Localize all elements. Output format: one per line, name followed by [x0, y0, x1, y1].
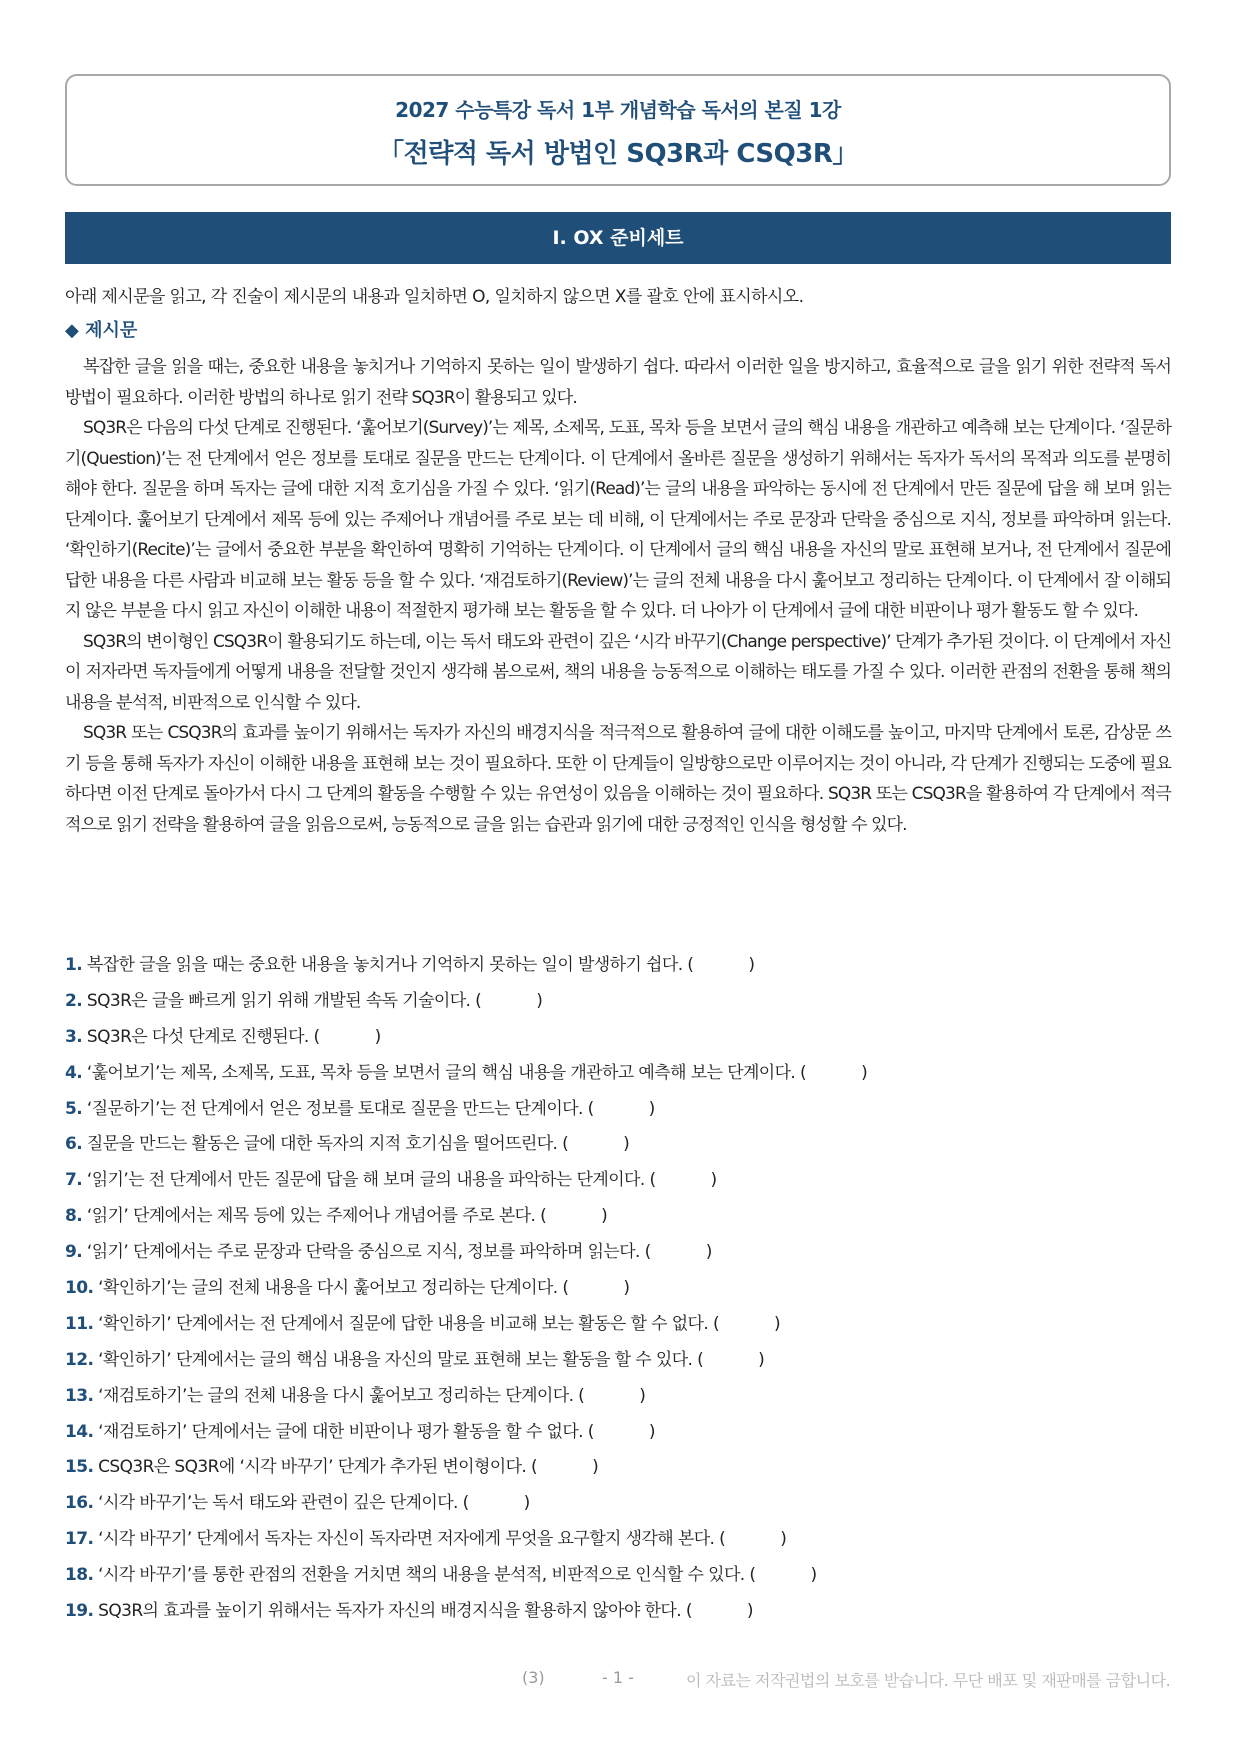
question-close: ) — [536, 990, 543, 1011]
question-item — [65, 1348, 1171, 1384]
question-text: SQ3R은 글을 빠르게 읽기 위해 개발된 속독 기술이다. ( — [86, 990, 482, 1011]
question-close: ) — [746, 1601, 753, 1622]
question-number: 16. — [65, 1493, 94, 1514]
question-text: ‘재검토하기’ 단계에서는 글에 대한 비판이나 평가 활동을 할 수 없다. ( — [98, 1421, 594, 1442]
question-number: 5. — [65, 1098, 83, 1119]
question-close: ) — [648, 1098, 655, 1119]
footer-page-marker: (3) — [522, 1668, 545, 1687]
question-close: ) — [623, 1278, 630, 1299]
question-item — [65, 1204, 1171, 1240]
question-close: ) — [780, 1529, 787, 1550]
question-close: ) — [861, 1062, 868, 1083]
question-item — [65, 1061, 1171, 1097]
question-item — [65, 1599, 1171, 1635]
question-item — [65, 1168, 1171, 1204]
question-number: 1. — [65, 955, 83, 975]
question-item — [65, 1276, 1171, 1312]
question-number: 10. — [65, 1278, 94, 1299]
footer-page-number: - 1 - — [602, 1668, 634, 1687]
question-close: ) — [810, 1565, 817, 1586]
passage-paragraph: SQ3R은 다음의 다섯 단계로 진행된다. ‘훑어보기(Survey)’는 제목, 소제목, 도표, 목차 등을 보면서 글의 핵심 내용을 개관하고 예측해 보는 단계이다. ‘질문하기(Question)’는 전 단계에서 얻은 정보를 토대로 질문을 만드는 단계이다. 이 단계에서 올바른 질문을 생성하기 위해서는 독자가 독서의 목적과 의도를 분명히 해야 한다. 질문을 하며 독자는 글에 대한 지적 호기심을 가질 수 있다. ‘읽기(Read)’는 글의 내용을 파악하는 동시에 전 단계에서 만든 질문에 답을 해 보며 읽는 단계이다. 훑어보기 단계에서 제목 등에 있는 주제어나 개념어를 주로 보는 데 비해, 이 단계에서는 주로 문장과 단락을 중심으로 지식, 정보를 파악하며 읽는다. ‘확인하기(Recite)’는 글에서 중요한 부분을 확인하여 명확히 기억하는 단계이다. 이 단계에서 글의 핵심 내용을 자신의 말로 표현해 보거나, 전 단계에서 질문에 답한 내용을 다른 사람과 비교해 보는 활동 등을 할 수 있다. ‘재검토하기(Review)’는 글의 전체 내용을 다시 훑어보고 정리하는 단계이다. 이 단계에서 잘 이해되지 않은 부분을 다시 읽고 자신이 이해한 내용이 적절한지 평가해 보는 활동을 할 수 있다. 더 나아가 이 단계에서 글에 대한 비판이나 평가 활동도 할 수 있다. — [65, 418, 1171, 621]
question-close: ) — [623, 1134, 630, 1155]
question-close: ) — [374, 1026, 381, 1047]
question-number: 14. — [65, 1421, 94, 1442]
question-text: ‘읽기’ 단계에서는 제목 등에 있는 주제어나 개념어를 주로 본다. ( — [86, 1206, 547, 1227]
question-number: 13. — [65, 1385, 94, 1406]
question-number: 17. — [65, 1529, 94, 1550]
question-item — [65, 1240, 1171, 1276]
question-text: ‘확인하기’는 글의 전체 내용을 다시 훑어보고 정리하는 단계이다. ( — [98, 1278, 569, 1299]
question-item — [65, 953, 1171, 989]
question-close: ) — [758, 1349, 765, 1370]
section-header: Ⅰ. OX 준비세트 — [65, 212, 1171, 264]
question-close: ) — [601, 1206, 608, 1227]
question-item — [65, 1420, 1171, 1456]
question-item — [65, 1384, 1171, 1420]
question-number: 3. — [65, 1026, 83, 1047]
question-close: ) — [748, 955, 755, 975]
question-item — [65, 1312, 1171, 1348]
document-title: 「전략적 독서 방법인 SQ3R과 CSQ3R」 — [378, 139, 858, 169]
question-number: 9. — [65, 1242, 83, 1263]
question-text: ‘시각 바꾸기’는 독서 태도와 관련이 깊은 단계이다. ( — [98, 1493, 469, 1514]
question-item — [65, 1455, 1171, 1491]
question-close: ) — [639, 1385, 646, 1406]
question-item — [65, 1563, 1171, 1599]
question-number: 11. — [65, 1313, 94, 1334]
question-text: ‘확인하기’ 단계에서는 글의 핵심 내용을 자신의 말로 표현해 보는 활동을 할 수 있다. ( — [98, 1349, 704, 1370]
question-text: ‘훑어보기’는 제목, 소제목, 도표, 목차 등을 보면서 글의 핵심 내용을 개관하고 예측해 보는 단계이다. ( — [86, 1062, 807, 1083]
question-item — [65, 1132, 1171, 1168]
question-number: 19. — [65, 1601, 94, 1622]
question-number: 6. — [65, 1134, 83, 1155]
question-text: 질문을 만드는 활동은 글에 대한 독자의 지적 호기심을 떨어뜨린다. ( — [86, 1134, 569, 1155]
question-item — [65, 1097, 1171, 1133]
passage-paragraph: SQ3R 또는 CSQ3R의 효과를 높이기 위해서는 독자가 자신의 배경지식을 적극적으로 활용하여 글에 대한 이해도를 높이고, 마지막 단계에서 토론, 감상문 쓰기 등을 통해 독자가 자신이 이해한 내용을 표현해 보는 것이 필요하다. 또한 이 단계들이 일방향으로만 이루어지는 것이 아니라, 각 단계가 진행되는 도중에 필요하다면 이전 단계로 돌아가서 다시 그 단계의 활동을 수행할 수 있는 유연성이 있음을 이해하는 것이 필요하다. SQ3R 또는 CSQ3R을 활용하여 각 단계에서 적극적으로 읽기 전략을 활용하여 글을 읽음으로써, 능동적으로 글을 읽는 습관과 읽기에 대한 긍정적인 인식을 형성할 수 있다. — [65, 723, 1171, 835]
passage-paragraph: SQ3R의 변이형인 CSQ3R이 활용되기도 하는데, 이는 독서 태도와 관련이 깊은 ‘시각 바꾸기(Change perspective)’ 단계가 추가된 것이다. 이 단계에서 자신이 저자라면 독자들에게 어떻게 내용을 전달할 것인지 생각해 봄으로써, 책의 내용을 능동적으로 이해하는 태도를 가질 수 있다. 이러한 관점의 전환을 통해 책의 내용을 분석적, 비판적으로 인식할 수 있다. — [65, 631, 1171, 713]
question-number: 18. — [65, 1565, 94, 1586]
question-text: ‘확인하기’ 단계에서는 전 단계에서 질문에 답한 내용을 비교해 보는 활동은 할 수 없다. ( — [98, 1313, 719, 1334]
question-close: ) — [773, 1313, 781, 1334]
question-list — [65, 953, 1171, 1635]
question-close: ) — [648, 1421, 655, 1442]
passage — [65, 352, 1171, 840]
question-text: CSQ3R은 SQ3R에 ‘시각 바꾸기’ 단계가 추가된 변이형이다. ( — [98, 1457, 538, 1478]
question-number: 8. — [65, 1206, 83, 1227]
question-item — [65, 1527, 1171, 1563]
question-close: ) — [710, 1170, 717, 1191]
question-item — [65, 1491, 1171, 1527]
question-item — [65, 989, 1171, 1025]
question-close: ) — [523, 1493, 530, 1514]
question-text: ‘시각 바꾸기’ 단계에서 독자는 자신이 독자라면 저자에게 무엇을 요구할지 생각해 본다. ( — [98, 1529, 726, 1550]
question-number: 2. — [65, 990, 83, 1011]
question-number: 7. — [65, 1170, 83, 1191]
question-text: 복잡한 글을 읽을 때는 중요한 내용을 놓치거나 기억하지 못하는 일이 발생하기 쉽다. ( — [86, 955, 694, 975]
question-number: 4. — [65, 1062, 83, 1083]
question-text: ‘재검토하기’는 글의 전체 내용을 다시 훑어보고 정리하는 단계이다. ( — [98, 1385, 585, 1406]
question-text: ‘읽기’ 단계에서는 주로 문장과 단락을 중심으로 지식, 정보를 파악하며 읽는다. ( — [86, 1242, 651, 1263]
question-number: 12. — [65, 1349, 94, 1370]
question-text: SQ3R은 다섯 단계로 진행된다. ( — [86, 1026, 320, 1047]
question-close: ) — [592, 1457, 599, 1478]
instruction-text: 아래 제시문을 읽고, 각 진술이 제시문의 내용과 일치하면 O, 일치하지 않으면 X를 괄호 안에 표시하시오. — [65, 287, 804, 307]
question-number: 15. — [65, 1457, 94, 1478]
question-item — [65, 1025, 1171, 1061]
question-text: SQ3R의 효과를 높이기 위해서는 독자가 자신의 배경지식을 활용하지 않아야 한다. ( — [98, 1601, 692, 1622]
passage-paragraph: 복잡한 글을 읽을 때는, 중요한 내용을 놓치거나 기억하지 못하는 일이 발생하기 쉽다. 따라서 이러한 일을 방지하고, 효율적으로 글을 읽기 위한 전략적 독서 방법이 필요하다. 이러한 방법의 하나로 읽기 전략 SQ3R이 활용되고 있다. — [65, 357, 1171, 408]
document-subtitle: 2027 수능특강 독서 1부 개념학습 독서의 본질 1강 — [395, 98, 841, 122]
footer-copyright: 이 자료는 저작권법의 보호를 받습니다. 무단 배포 및 재판매를 금합니다. — [686, 1671, 1171, 1690]
question-text: ‘질문하기’는 전 단계에서 얻은 정보를 토대로 질문을 만드는 단계이다. ( — [86, 1098, 594, 1119]
passage-label: ◆ 제시문 — [65, 320, 138, 341]
question-close: ) — [705, 1242, 712, 1263]
question-text: ‘읽기’는 전 단계에서 만든 질문에 답을 해 보며 글의 내용을 파악하는 단계이다. ( — [86, 1170, 656, 1191]
question-text: ‘시각 바꾸기’를 통한 관점의 전환을 거치면 책의 내용을 분석적, 비판적으로 인식할 수 있다. ( — [98, 1565, 756, 1586]
title-box — [65, 74, 1171, 186]
